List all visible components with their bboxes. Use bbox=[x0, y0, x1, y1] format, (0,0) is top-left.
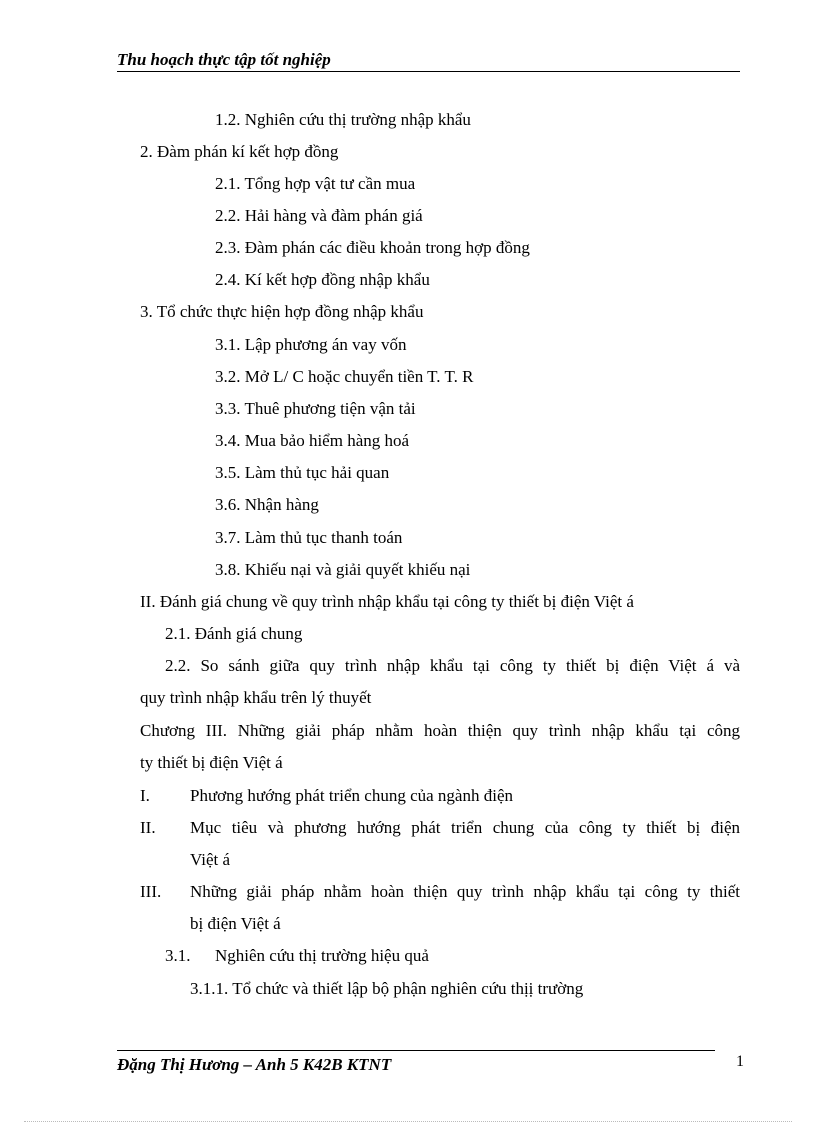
toc-marker: 3.1. bbox=[165, 946, 191, 965]
toc-item: Nghiên cứu thị trường hiệu quả bbox=[215, 946, 429, 965]
footer-author: Đặng Thị Hương – Anh 5 K42B KTNT bbox=[117, 1055, 392, 1074]
header-rule bbox=[117, 71, 740, 72]
toc-item: 3.3. Thuê phương tiện vận tải bbox=[215, 399, 416, 418]
page-bottom-edge bbox=[24, 1121, 792, 1122]
toc-item: Mục tiêu và phương hướng phát triển chung của công ty thiết bị điện bbox=[190, 818, 740, 837]
toc-item: 3.8. Khiếu nại và giải quyết khiếu nại bbox=[215, 560, 471, 579]
toc-item: ty thiết bị điện Việt á bbox=[140, 753, 283, 772]
toc-item: 3.1. Lập phương án vay vốn bbox=[215, 335, 407, 354]
toc-item: 2.2. Hải hàng và đàm phán giá bbox=[215, 206, 423, 225]
footer-rule bbox=[117, 1050, 715, 1051]
page-number: 1 bbox=[736, 1053, 744, 1070]
toc-item: Việt á bbox=[190, 850, 231, 869]
toc-marker: II. bbox=[140, 818, 156, 837]
toc-item: 2.2. So sánh giữa quy trình nhập khẩu tại công ty thiết bị điện Việt á và bbox=[165, 656, 740, 675]
toc-item: 3. Tổ chức thực hiện hợp đồng nhập khẩu bbox=[140, 302, 424, 321]
toc-item: 3.7. Làm thủ tục thanh toán bbox=[215, 528, 403, 547]
toc-item: 2.3. Đàm phán các điều khoản trong hợp đồng bbox=[215, 238, 530, 257]
toc-marker: III. bbox=[140, 882, 162, 901]
toc-item: 2. Đàm phán kí kết hợp đồng bbox=[140, 142, 339, 161]
toc-item: 3.2. Mở L/ C hoặc chuyển tiền T. T. R bbox=[215, 367, 474, 386]
toc-item: 1.2. Nghiên cứu thị trường nhập khẩu bbox=[215, 110, 471, 129]
toc-item: 3.5. Làm thủ tục hải quan bbox=[215, 463, 390, 482]
toc-item: Chương III. Những giải pháp nhằm hoàn thiện quy trình nhập khẩu tại công bbox=[140, 721, 740, 740]
toc-item: 3.1.1. Tổ chức và thiết lập bộ phận nghiên cứu thịị trường bbox=[190, 979, 584, 998]
toc-item: 2.1. Đánh giá chung bbox=[165, 624, 303, 643]
toc-marker: I. bbox=[140, 786, 150, 805]
toc-item: quy trình nhập khẩu trên lý thuyết bbox=[140, 688, 372, 707]
toc-item: Phương hướng phát triển chung của ngành điện bbox=[190, 786, 513, 805]
toc-item: Những giải pháp nhằm hoàn thiện quy trình nhập khẩu tại công ty thiết bbox=[190, 882, 740, 901]
header-title: Thu hoạch thực tập tốt nghiệp bbox=[117, 50, 331, 69]
toc-item: bị điện Việt á bbox=[190, 914, 281, 933]
toc-item: 2.4. Kí kết hợp đồng nhập khẩu bbox=[215, 270, 430, 289]
toc-item: 3.6. Nhận hàng bbox=[215, 495, 319, 514]
toc-item: II. Đánh giá chung về quy trình nhập khẩu tại công ty thiết bị điện Việt á bbox=[140, 592, 634, 611]
toc-item: 3.4. Mua bảo hiểm hàng hoá bbox=[215, 431, 410, 450]
toc-item: 2.1. Tổng hợp vật tư cần mua bbox=[215, 174, 416, 193]
